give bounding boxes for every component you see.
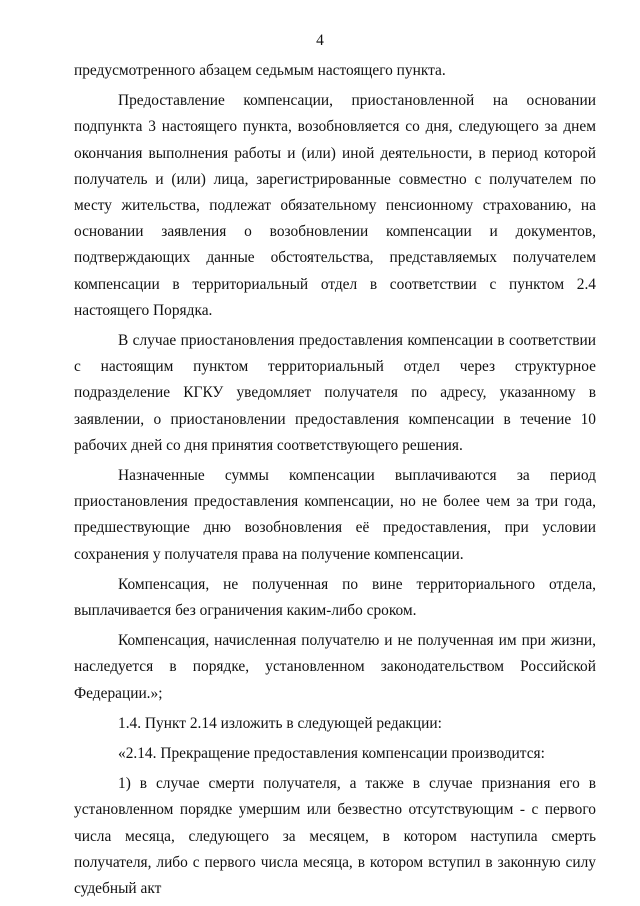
paragraph-inheritance: Компенсация, начисленная получателю и не полученная им при жизни, наследуется в порядке, установленном законодательством Российской Федерации.»; — [74, 632, 596, 702]
paragraph-continuation: предусмотренного абзацем седьмым настоящего пункта. — [74, 62, 446, 79]
page-number: 4 — [316, 32, 324, 49]
paragraph-back-payment: Назначенные суммы компенсации выплачиваются за период приостановления предоставления компенсации, но не более чем за три года, предшествующие дню возобновления её предоставления, при условии сохранения у получателя права на получение компенсации. — [74, 467, 596, 563]
paragraph-clause-2-14: «2.14. Прекращение предоставления компенсации производится: — [118, 745, 545, 763]
paragraph-resumption: Предоставление компенсации, приостановленной на основании подпункта 3 настоящего пункта, возобновляется со дня, следующего за днем окончания выполнения работы и (или) иной деятельности, в период которой получатель и (или) лица, зарегистрированные совместно с получателем по месту жительства, подлежат обязательному пенсионному страхованию, на основании заявления о возобновлении компенсации и документов, подтверждающих данные обстоятельства, представляемых получателем компенсации в территориальный отдел в соответствии с пунктом 2.4 настоящего Порядка. — [74, 92, 596, 319]
document-body — [74, 58, 596, 906]
paragraph-unreceived-compensation: Компенсация, не полученная по вине территориального отдела, выплачивается без ограничения каким-либо сроком. — [74, 575, 596, 620]
paragraph-amendment-1-4: 1.4. Пункт 2.14 изложить в следующей редакции: — [118, 714, 442, 732]
paragraph-subclause-1: 1) в случае смерти получателя, а также в случае признания его в установленном порядке умершим или безвестно отсутствующим - с первого числа месяца, следующего за месяцем, в котором наступила смерть получателя, либо с первого числа месяца, в котором вступил в законную силу судебный акт — [74, 775, 596, 898]
paragraph-suspension-notice: В случае приостановления предоставления компенсации в соответствии с настоящим пунктом территориальный отдел через структурное подразделение КГКУ уведомляет получателя по адресу, указанному в заявлении, о приостановлении предоставления компенсации в течение 10 рабочих дней со дня принятия соответствующего решения. — [74, 332, 596, 454]
